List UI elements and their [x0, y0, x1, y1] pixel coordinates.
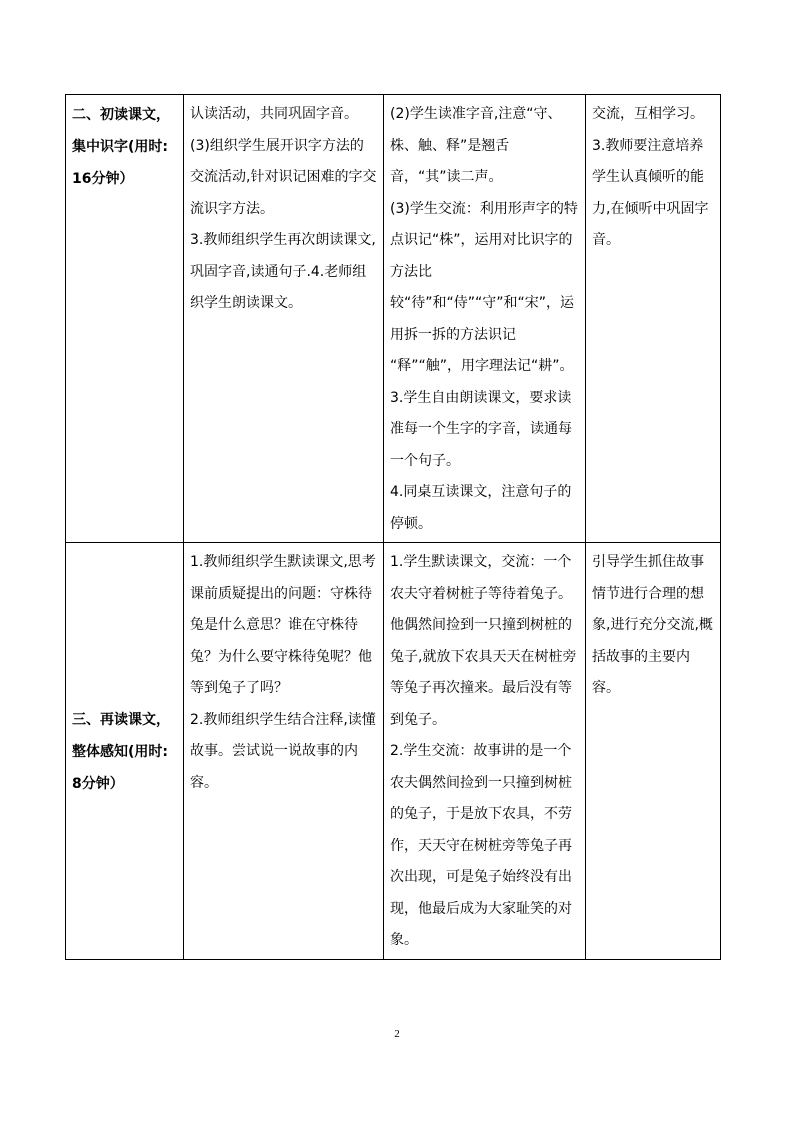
design-intent-text: 交流，互相学习。 [592, 106, 704, 122]
student-activity-text: 1.学生默读课文，交流：一个农夫守着树桩子等待着兔子。他偶然间捡到一只撞到树桩的兔子,就放下农具天天在树桩旁等兔子再次撞来。最后没有等到兔子。 [390, 554, 577, 728]
stage-cell: 三、再读课文，整体感知(用时:8分钟） [66, 543, 184, 960]
student-activity-text: 2.学生交流：故事讲的是一个农夫偶然间捡到一只撞到树桩的兔子，于是放下农具，不劳作，天天守在树桩旁等兔子再次出现，可是兔子始终没有出现，他最后成为大家耻笑的对象。 [390, 743, 572, 948]
teacher-activity-text: (3)组织学生展开识字方法的交流活动,针对识记困难的字交流识字方法。 [190, 137, 377, 217]
student-activity-cell [384, 543, 586, 960]
teacher-activity-text: 3.教师组织学生再次朗读课文,巩固字音,读通句子.4.老师组织学生朗读课文。 [190, 232, 376, 311]
student-activity-text: 4.同桌互读课文，注意句子的停顿。 [390, 484, 572, 532]
table-row [66, 543, 721, 960]
stage-cell: 二、初读课文，集中识字(用时:16分钟） [66, 95, 184, 543]
lesson-plan-table [65, 94, 721, 960]
design-intent-text: 引导学生抓住故事情节进行合理的想象,进行充分交流,概括故事的主要内容。 [592, 554, 713, 696]
teacher-activity-text: 认读活动，共同巩固字音。 [190, 106, 358, 122]
teacher-activity-text: 1.教师组织学生默读课文,思考课前质疑提出的问题：守株待兔是什么意思？谁在守株待兔？为什么要守株待兔呢？他等到兔子了吗？ [190, 554, 376, 696]
table-row [66, 95, 721, 543]
design-intent-cell [586, 543, 721, 960]
design-intent-cell [586, 95, 721, 543]
student-activity-text: 3.学生自由朗读课文，要求读准每一个生字的字音，读通每一个句子。 [390, 389, 572, 469]
teacher-activity-cell [184, 543, 384, 960]
teacher-activity-cell [184, 95, 384, 543]
design-intent-text: 3.教师要注意培养学生认真倾听的能力,在倾听中巩固字音。 [592, 137, 709, 248]
student-activity-text: (2)学生读准字音,注意“守、株、触、释”是翘舌音，“其”读二声。 [390, 106, 562, 185]
student-activity-cell [384, 95, 586, 543]
page-number: 2 [394, 1028, 400, 1040]
student-activity-text: (3)学生交流：利用形声字的特点识记“株”，运用对比识字的方法比较“待”和“侍”“守”和“宋”，运用拆一拆的方法识记 “释”“触”，用字理法记“耕”。 [390, 200, 578, 374]
teacher-activity-text: 2.教师组织学生结合注释,读懂故事。尝试说一说故事的内容。 [190, 711, 376, 791]
